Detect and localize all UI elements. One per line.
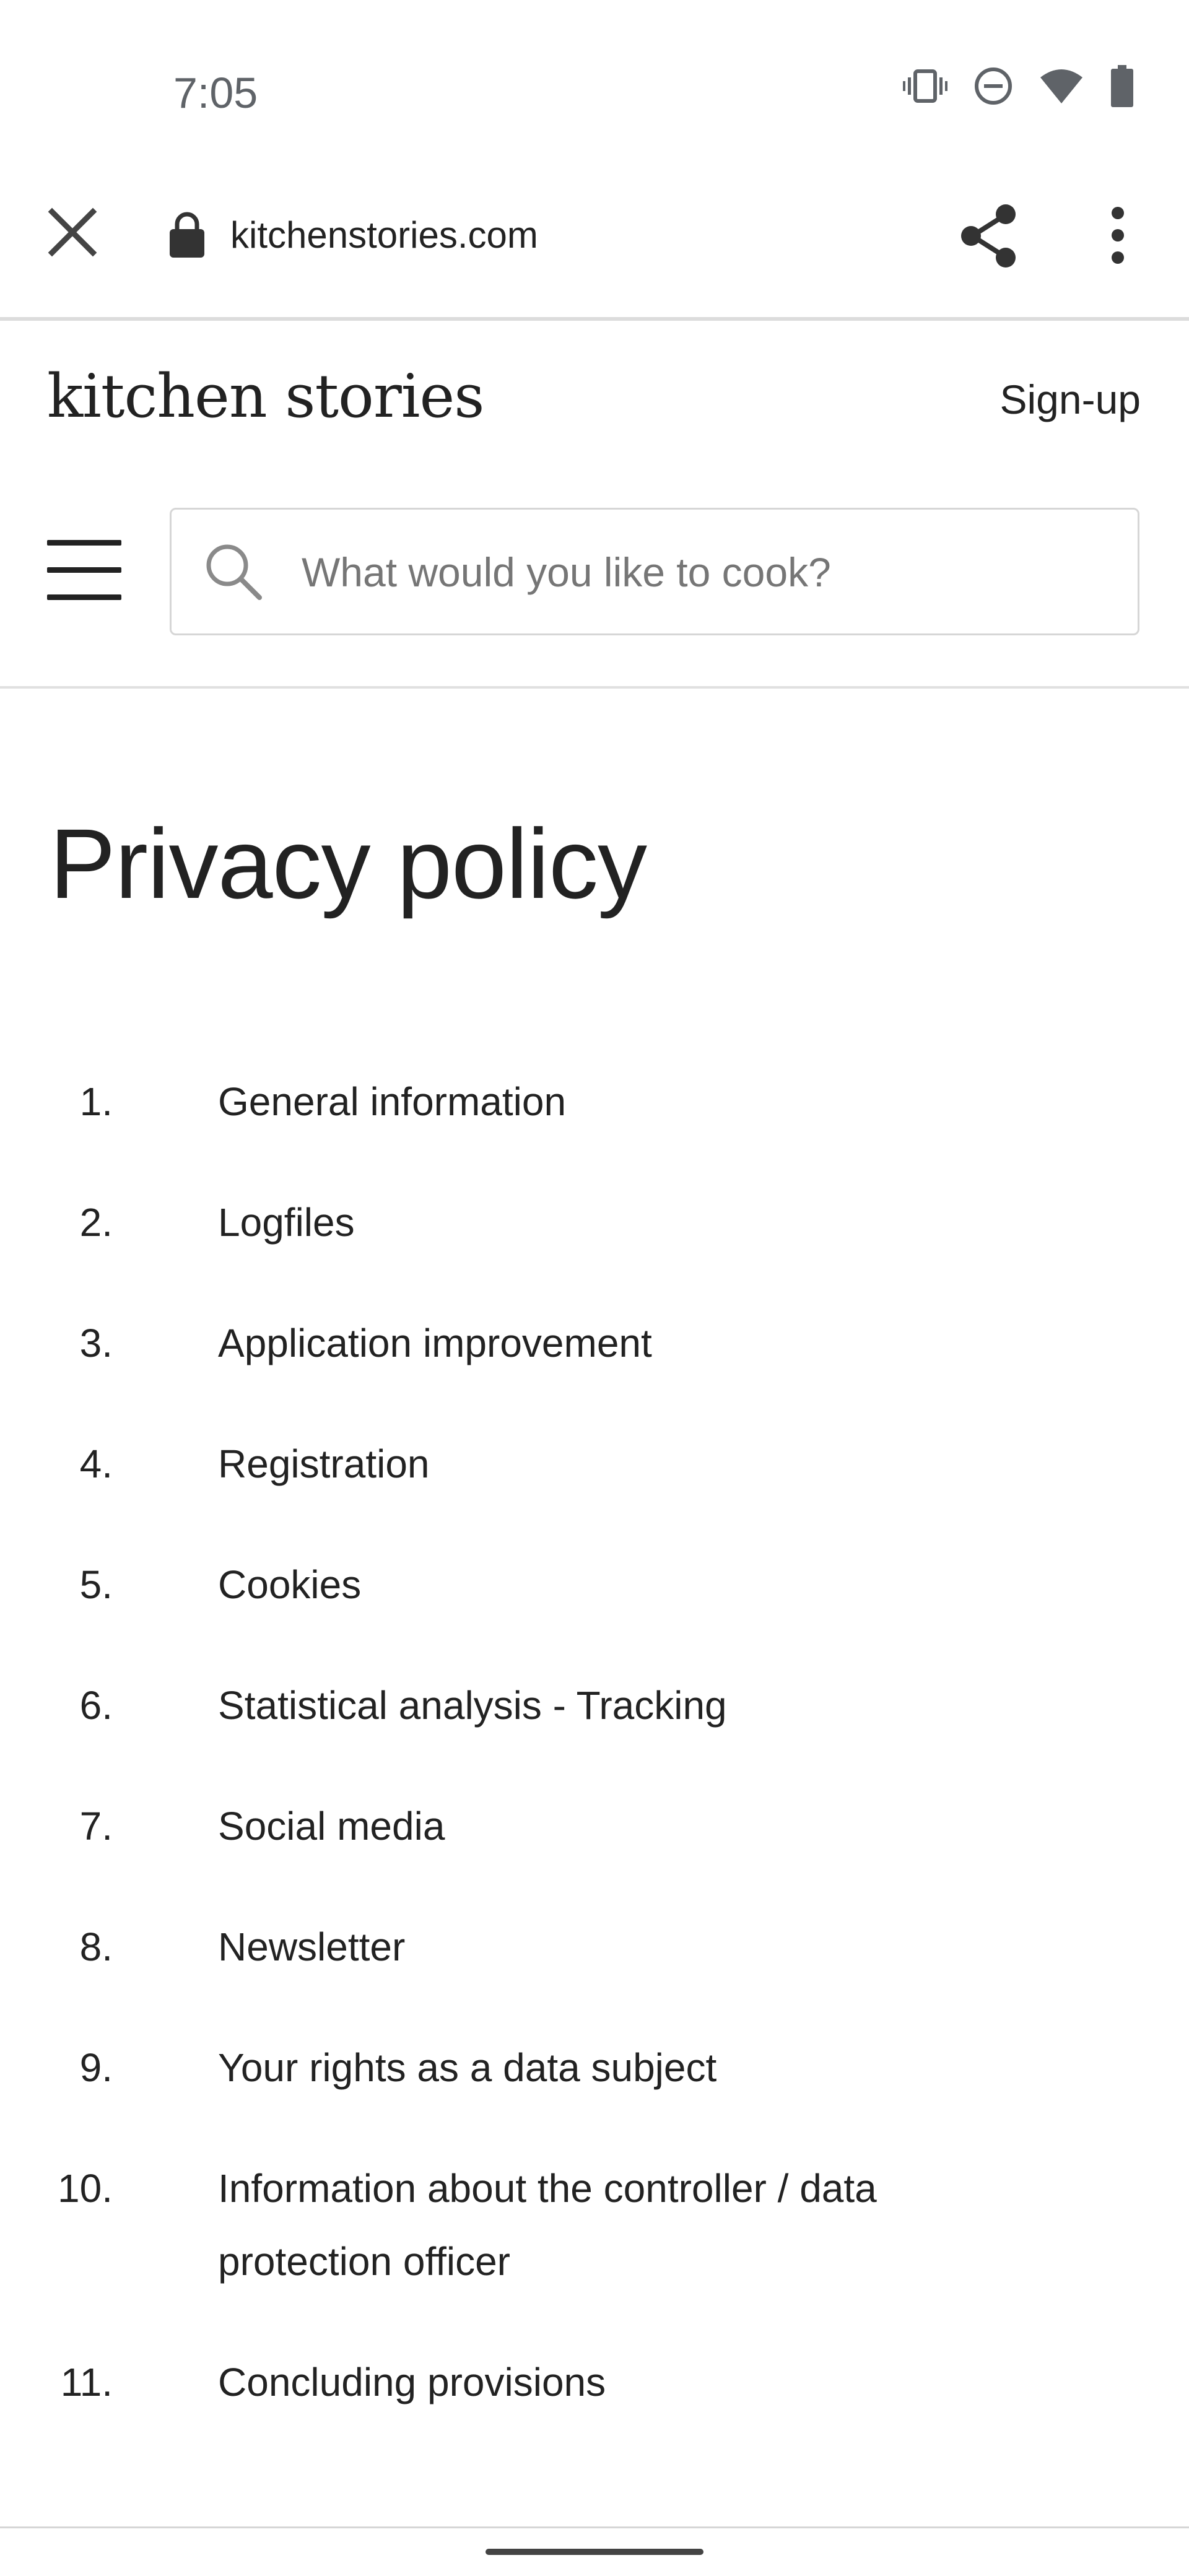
toc-link[interactable]: Statistical analysis - Tracking	[218, 1683, 727, 1728]
toc-number: 3.	[79, 1321, 113, 1365]
close-tab-button[interactable]	[45, 204, 100, 260]
search-input[interactable]	[302, 539, 1107, 605]
vibrate-icon	[903, 67, 947, 105]
do-not-disturb-icon	[973, 66, 1013, 106]
toc-link[interactable]: General information	[218, 1079, 567, 1124]
menu-button[interactable]	[47, 540, 121, 602]
footer-divider	[0, 2526, 1189, 2528]
toc-number: 1.	[79, 1079, 113, 1124]
toc-number: 6.	[79, 1683, 113, 1728]
wifi-icon	[1039, 67, 1084, 105]
search-icon	[203, 541, 264, 603]
toc-link[interactable]: Logfiles	[218, 1200, 355, 1245]
status-time: 7:05	[173, 69, 258, 117]
toc-link[interactable]: Application improvement	[218, 1321, 652, 1365]
hamburger-icon	[47, 540, 121, 546]
status-bar	[0, 0, 1189, 186]
search-box[interactable]	[170, 508, 1139, 635]
toc-link[interactable]: Cookies	[218, 1562, 362, 1607]
toc-link[interactable]: Social media	[218, 1804, 445, 1848]
toc-number: 8.	[79, 1925, 113, 1969]
more-vert-icon	[1102, 204, 1133, 266]
toc-link[interactable]: Newsletter	[218, 1925, 406, 1969]
toc-number: 9.	[79, 2045, 113, 2090]
gesture-nav-handle[interactable]	[486, 2549, 703, 2555]
toc-number: 10.	[58, 2166, 113, 2211]
lock-icon	[167, 211, 207, 258]
share-icon	[955, 202, 1023, 270]
site-logo[interactable]: kitchen stories	[47, 362, 484, 431]
toc-link[interactable]: Concluding provisions	[218, 2360, 606, 2404]
toc-number: 5.	[79, 1562, 113, 1607]
share-button[interactable]	[955, 202, 1023, 270]
toc-link[interactable]: Information about the controller / data protection officer	[218, 2166, 877, 2284]
page-title: Privacy policy	[50, 808, 647, 919]
toc-number: 11.	[60, 2360, 113, 2404]
toc-number: 7.	[79, 1804, 113, 1848]
toc-number: 2.	[79, 1200, 113, 1245]
toc-link[interactable]: Your rights as a data subject	[218, 2045, 717, 2090]
more-options-button[interactable]	[1102, 204, 1133, 266]
toc-link[interactable]: Registration	[218, 1442, 430, 1486]
close-icon	[45, 204, 100, 260]
battery-icon	[1110, 65, 1135, 107]
status-icons	[903, 65, 1135, 107]
url-display[interactable]: kitchenstories.com	[230, 214, 538, 256]
signup-link[interactable]: Sign-up	[1000, 376, 1141, 422]
toc-number: 4.	[79, 1442, 113, 1486]
